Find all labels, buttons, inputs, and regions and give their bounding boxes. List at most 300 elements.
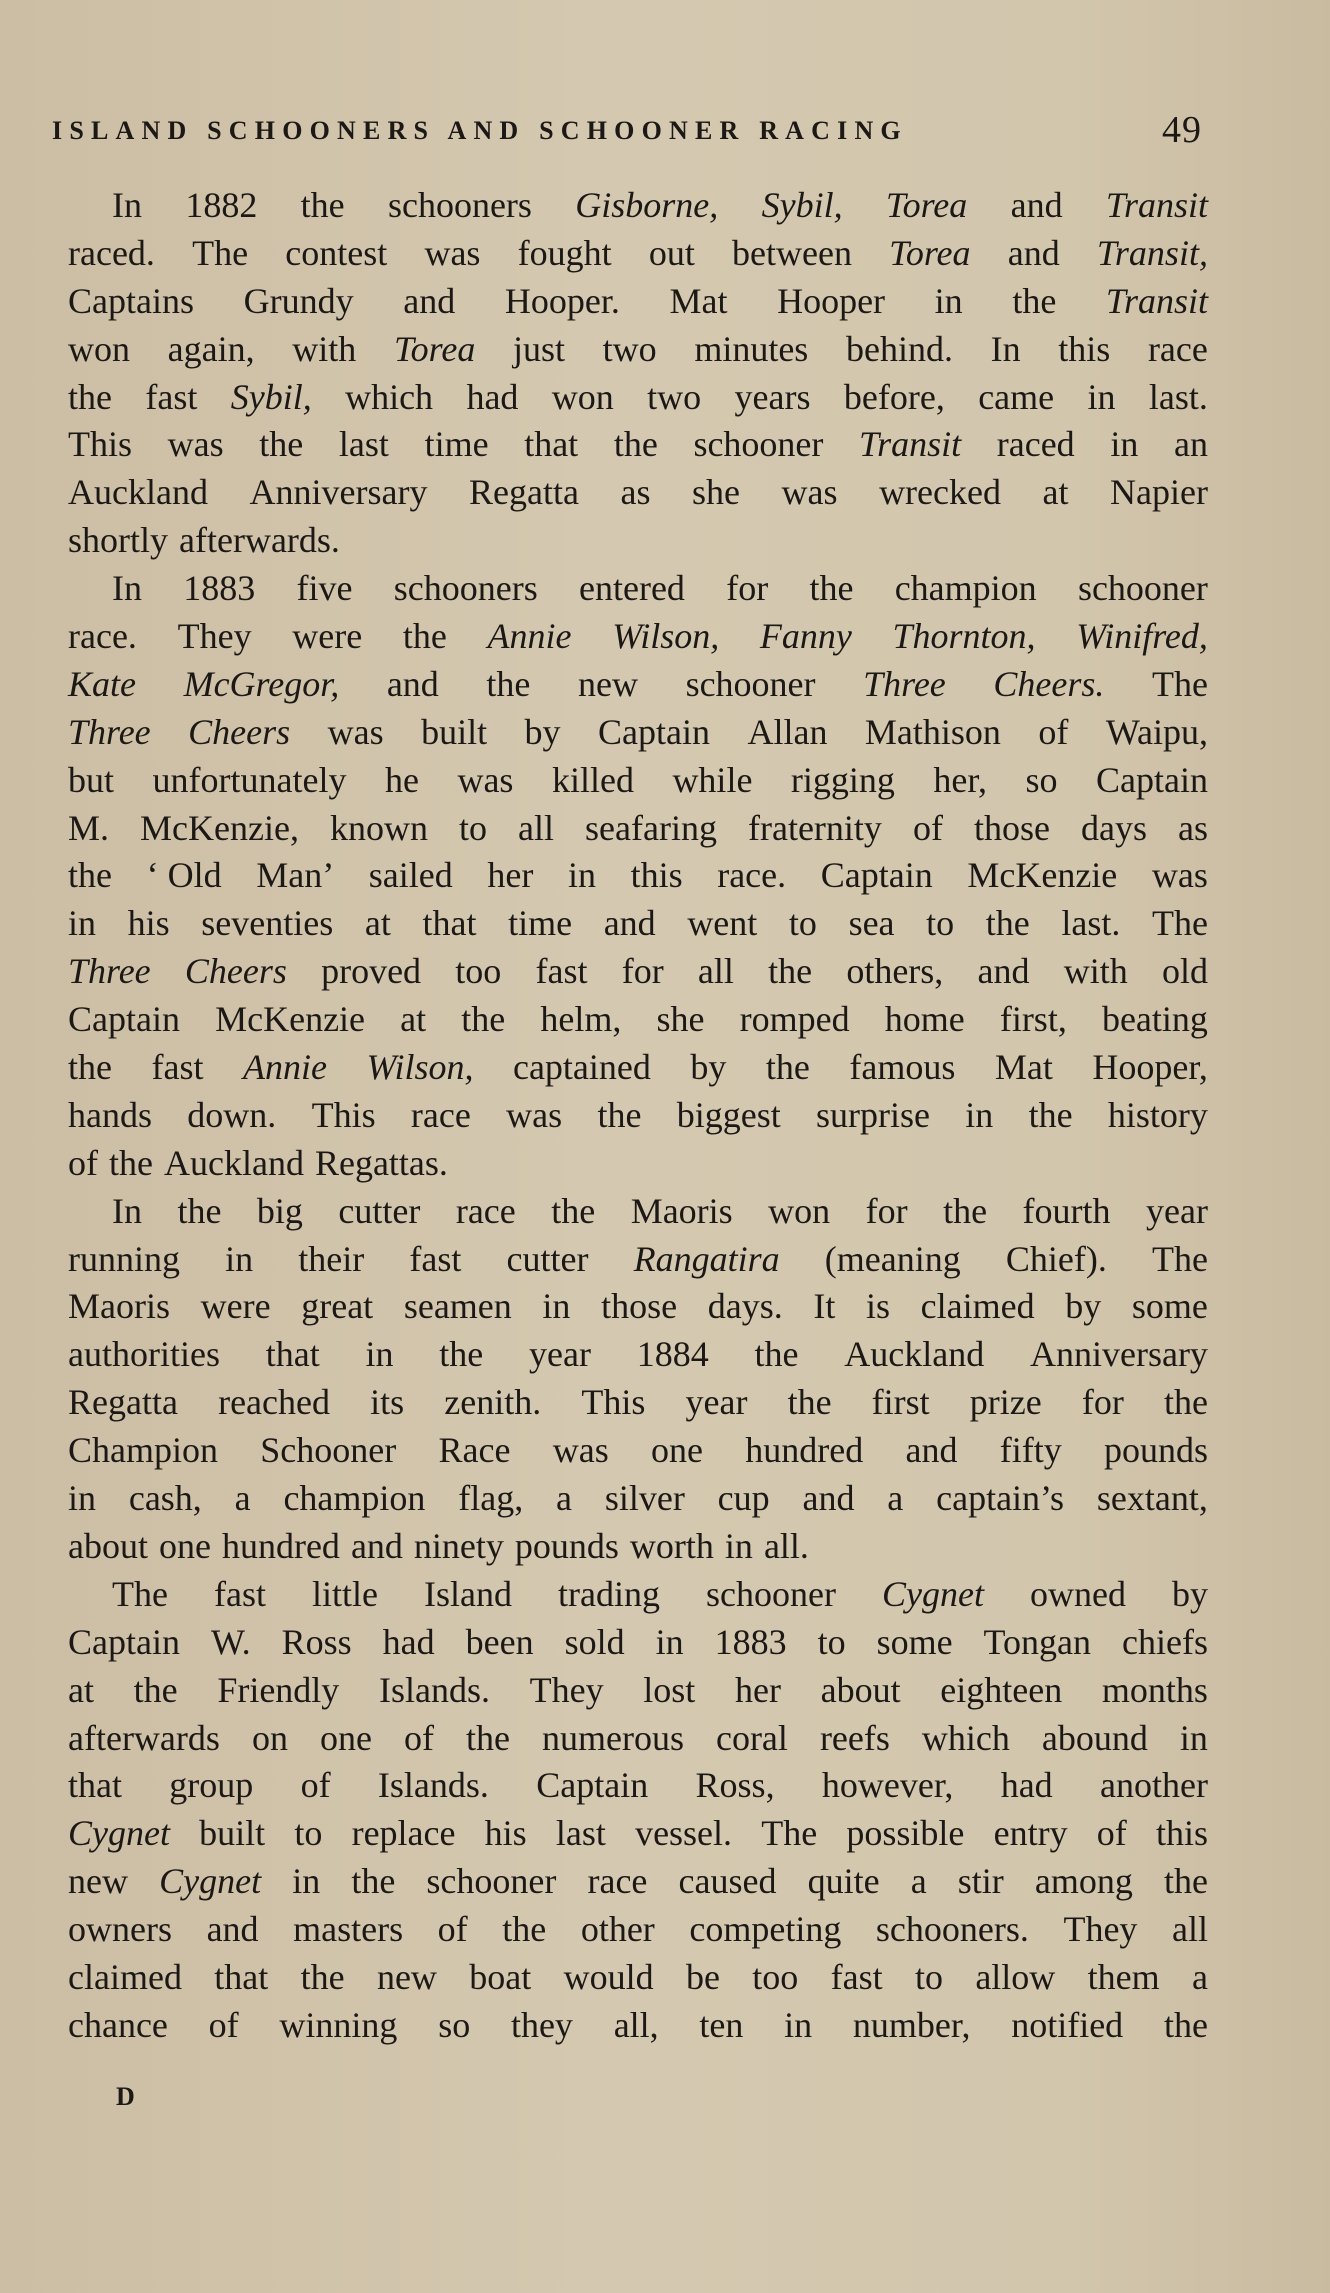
word: afterwards. [179,520,340,561]
word: unfortunately [152,759,347,800]
word: so [438,2004,471,2045]
word: her, [933,759,987,800]
word: went [687,903,758,944]
word: In [990,328,1021,369]
word: at [68,1669,94,1710]
italic-word: Cheers [188,711,291,752]
word: the [402,616,447,657]
italic-word: Cygnet [68,1813,170,1854]
word: fast [830,1956,883,1997]
word: W. [210,1621,251,1662]
signature-mark: D [116,2082,135,2111]
body-text [68,182,1208,2050]
word: the [1028,1094,1073,1135]
word: its [370,1382,405,1423]
word: owners [68,1909,172,1950]
word: by [524,711,561,752]
word: pounds [514,1525,619,1566]
italic-word: Three [68,711,151,752]
running-head [52,108,1202,158]
word: raced [996,424,1075,465]
word: This [68,424,133,465]
word: their [298,1238,365,1279]
word: too [455,951,502,992]
word: of [300,1765,331,1806]
word: an [1173,424,1208,465]
italic-word: Cygnet [881,1573,984,1614]
word: to [817,1621,846,1662]
word: Regatta [468,472,579,513]
word: the [597,1094,642,1135]
word: Auckland [844,1334,985,1375]
word: Schooner [260,1430,397,1471]
word: Anniversary [249,472,428,513]
word: which [921,1717,1010,1758]
word: history [1107,1094,1208,1135]
word: others, [846,951,944,992]
word: last. [1061,903,1121,944]
word: old [1161,951,1208,992]
word: another [1100,1765,1208,1806]
text-line [68,469,1208,517]
word: of [1096,1813,1127,1854]
word: The [761,1813,818,1854]
word: the [465,1717,510,1758]
word: however, [821,1765,954,1806]
word: This [311,1094,376,1135]
word: Islands. [378,1669,490,1710]
word: and [403,280,456,321]
text-line [68,1475,1208,1523]
word: It [813,1286,836,1327]
word: home [884,999,965,1040]
word: for [726,568,769,609]
word: other [580,1909,655,1950]
word: Auckland [163,1142,304,1183]
word: was [424,232,481,273]
word: the [259,424,304,465]
word: his [127,903,170,944]
word: at [364,903,391,944]
word: the [461,999,506,1040]
word: of [403,1717,434,1758]
word: cash, [128,1478,202,1519]
word: days. [707,1286,783,1327]
word: behind. [845,328,953,369]
word: abound [1041,1717,1148,1758]
word: by [1171,1573,1208,1614]
word: the [613,424,658,465]
word: year [1145,1190,1208,1231]
word: first, [999,999,1067,1040]
word: that [68,1765,122,1806]
word: in [1087,376,1116,417]
word: the [109,1142,153,1183]
word: sailed [368,855,453,896]
word: the [300,1956,345,1997]
word: to [926,903,955,944]
italic-word: Wilson, [612,616,720,657]
word: possible [846,1813,965,1854]
word: with [1063,951,1128,992]
word: In [112,568,142,609]
text-line [68,230,1208,278]
word: in [1110,424,1139,465]
word: of [912,807,943,848]
word: schooners [387,185,532,225]
word: vessel. [635,1813,733,1854]
italic-word: Gisborne, [575,185,719,225]
word: race [587,1861,648,1902]
italic-word: Thornton, [892,616,1036,657]
word: as [1177,807,1208,848]
running-title: ISLAND SCHOONERS AND SCHOONER RACING [52,116,908,145]
text-line [68,1762,1208,1810]
word: Chief). [1005,1238,1107,1279]
word: Mat [669,280,728,321]
word: new [577,663,638,704]
word: Mat [994,1047,1053,1088]
word: of [437,1909,468,1950]
text-line [68,757,1208,805]
word: rigging [790,759,895,800]
word: the [300,185,345,225]
word: this [1155,1813,1208,1854]
word: the [133,1669,178,1710]
word: last [338,424,389,465]
word: minutes [694,328,809,369]
word: the [551,1190,596,1231]
word: and [386,663,439,704]
text-line [68,1954,1208,2002]
word: 1882 [185,185,258,225]
word: boat [469,1956,532,1997]
word: in [724,1525,753,1566]
word: race. [717,855,787,896]
word: fifty [999,1430,1062,1471]
word: silver [604,1478,685,1519]
word: all [697,951,734,992]
text-line [68,374,1208,422]
text-line [68,996,1208,1044]
word: all, [613,2004,659,2045]
word: in [292,1861,321,1902]
word: McKenzie [215,999,366,1040]
word: about [68,1525,148,1566]
word: one [158,1525,211,1566]
word: Captain [1095,759,1208,800]
word: those [601,1286,678,1327]
word: Man’ [256,855,335,896]
word: year [685,1382,748,1423]
word: lost [643,1669,696,1710]
word: McKenzie [967,855,1118,896]
word: This [581,1382,646,1423]
text-line [68,1667,1208,1715]
word: They [529,1669,604,1710]
word: had [382,1621,435,1662]
word: hundred [745,1430,864,1471]
word: shortly [68,520,169,561]
word: coral [715,1717,788,1758]
word: and [802,1478,855,1519]
word: ten [699,2004,744,2045]
word: one [319,1717,372,1758]
text-line [68,900,1208,948]
word: great [301,1286,374,1327]
word: numerous [541,1717,684,1758]
word: before, [843,376,945,417]
word: fourth [1022,1190,1111,1231]
word: McKenzie, [140,807,299,848]
word: won [68,328,130,369]
word: group [169,1765,254,1806]
word: claimed [68,1956,182,1997]
word: some [1131,1286,1208,1327]
word: first [871,1382,930,1423]
word: and [977,951,1030,992]
word: her [734,1669,781,1710]
word: in [655,1621,684,1662]
word: the [68,376,112,417]
word: sea [848,903,895,944]
word: schooners. [875,1909,1029,1950]
word: They [177,616,252,657]
word: to [788,903,817,944]
text-line [68,1523,1208,1571]
word: eighteen [940,1669,1063,1710]
word: that [265,1334,320,1375]
word: little [311,1573,378,1614]
word: she [692,472,740,513]
italic-word: Annie [487,616,572,657]
word: years [734,376,811,417]
word: one [650,1430,703,1471]
word: In [112,185,142,225]
word: fought [517,232,612,273]
word: killed [551,759,634,800]
word: sextant, [1096,1478,1208,1519]
word: seamen [403,1286,512,1327]
word: sold [564,1621,625,1662]
word: raced. [68,232,155,273]
word: had [466,376,519,417]
word: down. [187,1094,277,1135]
word: Champion [68,1430,218,1471]
word: race. [68,616,137,657]
word: in [68,1478,97,1519]
word: 1884 [636,1334,709,1375]
word: reached [218,1382,330,1423]
word: they [510,2004,573,2045]
word: in [365,1334,394,1375]
word: them [1087,1956,1160,1997]
word: seventies [201,903,334,944]
word: the [754,1334,799,1375]
word: beating [1101,999,1208,1040]
page-number: 49 [1162,109,1202,151]
word: would [563,1956,654,1997]
word: this [630,855,683,896]
word: Hooper [777,280,886,321]
italic-word: Transit [859,424,962,465]
word: Anniversary [1029,1334,1208,1375]
word: to [459,807,488,848]
word: The [1152,903,1208,944]
word: that [524,424,579,465]
word: the [1012,280,1057,321]
word: were [200,1286,271,1327]
italic-word: Rangatira [633,1238,780,1279]
word: romped [739,999,850,1040]
word: be [685,1956,720,1997]
text-line [68,661,1208,709]
word: at [1042,472,1069,513]
italic-word: Winifred, [1076,616,1208,657]
word: by [1065,1286,1102,1327]
word: the [351,1861,396,1902]
word: the [68,855,112,896]
word: time [508,903,573,944]
word: in [567,855,596,896]
text-line [68,1379,1208,1427]
word: and [1007,232,1060,273]
italic-word: Fanny [759,616,852,657]
word: In [112,1190,142,1231]
word: Hooper. [504,280,620,321]
word: all. [763,1525,809,1566]
word: Island [424,1573,512,1614]
word: competing [689,1909,842,1950]
text-line [68,1858,1208,1906]
text-line [68,709,1208,757]
word: ‘ Old [146,855,222,896]
word: the [439,1334,484,1375]
word: a [1191,1956,1208,1997]
word: by [690,1047,727,1088]
word: authorities [68,1334,220,1375]
word: Maoris [630,1190,733,1231]
word: captain’s [936,1478,1065,1519]
word: was [552,1430,609,1471]
word: Tongan [983,1621,1092,1662]
text-line [68,1427,1208,1475]
word: had [1000,1765,1053,1806]
word: Regattas. [314,1142,448,1183]
word: in [1179,1717,1208,1758]
word: the [68,1047,112,1088]
word: The [1152,1238,1208,1279]
word: while [672,759,753,800]
word: on [251,1717,288,1758]
word: those [973,807,1050,848]
word: out [648,232,695,273]
word: fast [213,1573,266,1614]
word: won [551,376,614,417]
word: notified [1011,2004,1124,2045]
word: proved [321,951,422,992]
word: Napier [1110,472,1208,513]
word: last. [1148,376,1208,417]
italic-word: Three [863,663,946,704]
word: and [206,1909,259,1950]
italic-word: Sybil, [230,376,312,417]
word: so [1025,759,1058,800]
word: of [208,2004,239,2045]
word: champion [894,568,1037,609]
word: his [484,1813,527,1854]
word: 1883 [183,568,256,609]
word: for [1081,1382,1124,1423]
word: famous [849,1047,956,1088]
word: Waipu, [1105,711,1208,752]
word: and [905,1430,958,1471]
word: the [1164,1861,1208,1902]
word: in [542,1286,571,1327]
word: to [914,1956,943,1997]
word: Captain [536,1765,649,1806]
italic-word: Annie [242,1047,327,1088]
word: Regatta [68,1382,178,1423]
word: ninety [413,1525,504,1566]
word: caused [678,1861,777,1902]
text-line [68,278,1208,326]
word: seafaring [585,807,717,848]
word: surprise [816,1094,930,1135]
word: The [112,1573,168,1614]
word: big [256,1190,303,1231]
word: but [68,759,115,800]
word: and [603,903,656,944]
word: pounds [1103,1430,1208,1471]
italic-word: Kate [68,663,136,704]
word: of [68,1142,98,1183]
word: in [965,1094,994,1135]
word: the [1163,2004,1208,2045]
word: the [765,1047,810,1088]
word: among [1034,1861,1133,1902]
word: in [784,2004,813,2045]
word: was [781,472,838,513]
italic-word: Cygnet [159,1861,262,1902]
word: flag, [458,1478,524,1519]
word: chance [68,2004,168,2045]
word: cutter [506,1238,589,1279]
word: won [768,1190,831,1231]
word: all [1172,1909,1208,1950]
word: allow [975,1956,1056,1997]
word: Captain [68,1621,180,1662]
word: Islands. [377,1765,489,1806]
text-line [68,1619,1208,1667]
word: was [457,759,514,800]
italic-word: Sybil, [761,185,843,225]
word: Mathison [864,711,1001,752]
text-line [68,2002,1208,2050]
word: Ross, [695,1765,775,1806]
word: fast [151,1047,204,1088]
word: Maoris [68,1286,170,1327]
word: been [465,1621,534,1662]
text-line [68,421,1208,469]
word: contest [285,232,388,273]
word: days [1080,807,1147,848]
italic-word: Transit [1105,185,1208,225]
italic-word: Transit [1105,280,1208,321]
text-line [68,1810,1208,1858]
word: for [621,951,664,992]
word: was [1151,855,1208,896]
